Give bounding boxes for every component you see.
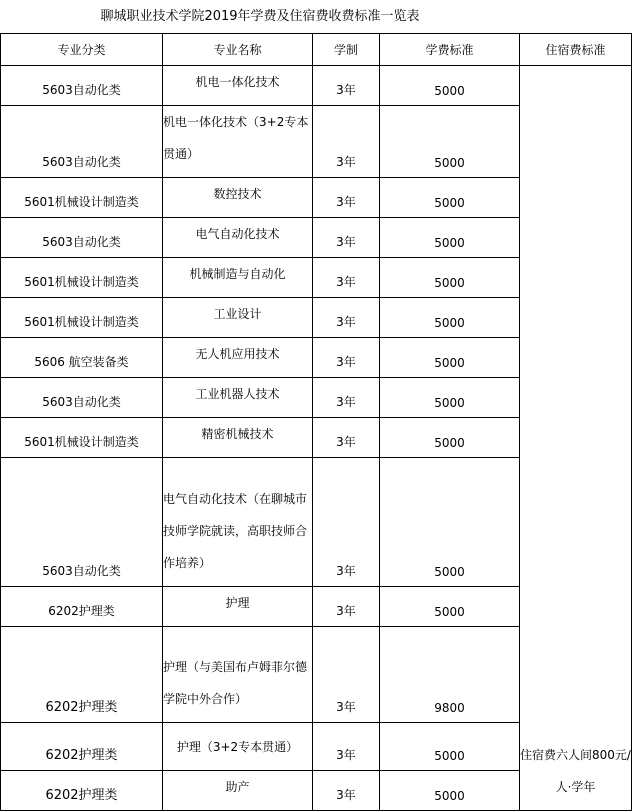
duration-cell: 3年: [313, 378, 380, 418]
tuition-cell: 5000: [380, 418, 520, 458]
category-cell: 5601机械设计制造类: [1, 418, 163, 458]
duration-cell: 3年: [313, 106, 380, 178]
header-dorm: 住宿费标准: [520, 34, 632, 66]
major-cell: 工业机器人技术: [163, 378, 313, 418]
tuition-cell: 5000: [380, 723, 520, 771]
duration-cell: 3年: [313, 723, 380, 771]
category-cell: 5603自动化类: [1, 458, 163, 587]
category-cell: 6202护理类: [1, 771, 163, 811]
duration-cell: 3年: [313, 771, 380, 811]
major-cell: 机电一体化技术（3+2专本贯通）: [163, 106, 313, 178]
major-cell: 数控技术: [163, 178, 313, 218]
header-category: 专业分类: [1, 34, 163, 66]
duration-cell: 3年: [313, 418, 380, 458]
category-cell: 5601机械设计制造类: [1, 178, 163, 218]
duration-cell: 3年: [313, 66, 380, 106]
category-cell: 5603自动化类: [1, 106, 163, 178]
duration-cell: 3年: [313, 298, 380, 338]
page-title: 聊城职业技术学院2019年学费及住宿费收费标准一览表: [100, 9, 420, 24]
major-cell: 无人机应用技术: [163, 338, 313, 378]
major-cell: 护理（与美国布卢姆菲尔德学院中外合作）: [163, 627, 313, 723]
tuition-cell: 5000: [380, 771, 520, 811]
header-row: [1, 34, 632, 66]
duration-cell: 3年: [313, 178, 380, 218]
duration-cell: 3年: [313, 458, 380, 587]
category-cell: 5603自动化类: [1, 378, 163, 418]
category-cell: 5606 航空装备类: [1, 338, 163, 378]
duration-cell: 3年: [313, 258, 380, 298]
tuition-cell: 5000: [380, 178, 520, 218]
duration-cell: 3年: [313, 338, 380, 378]
category-cell: 5603自动化类: [1, 218, 163, 258]
major-cell: 助产: [163, 771, 313, 811]
major-cell: 护理（3+2专本贯通）: [163, 723, 313, 771]
tuition-cell: 5000: [380, 298, 520, 338]
tuition-cell: 5000: [380, 106, 520, 178]
header-major: 专业名称: [163, 34, 313, 66]
dorm-fee-cell: 住宿费六人间800元/人·学年: [520, 66, 632, 811]
category-cell: 5601机械设计制造类: [1, 258, 163, 298]
major-cell: 电气自动化技术（在聊城市技师学院就读，高职技师合作培养）: [163, 458, 313, 587]
major-cell: 护理: [163, 587, 313, 627]
tuition-cell: 5000: [380, 378, 520, 418]
category-cell: 5603自动化类: [1, 66, 163, 106]
category-cell: 6202护理类: [1, 723, 163, 771]
major-cell: 精密机械技术: [163, 418, 313, 458]
duration-cell: 3年: [313, 218, 380, 258]
major-cell: 机械制造与自动化: [163, 258, 313, 298]
tuition-cell: 5000: [380, 218, 520, 258]
table-row: [1, 66, 632, 106]
major-cell: 电气自动化技术: [163, 218, 313, 258]
duration-cell: 3年: [313, 587, 380, 627]
duration-cell: 3年: [313, 627, 380, 723]
header-duration: 学制: [313, 34, 380, 66]
major-cell: 工业设计: [163, 298, 313, 338]
tuition-cell: 9800: [380, 627, 520, 723]
major-cell: 机电一体化技术: [163, 66, 313, 106]
header-tuition: 学费标准: [380, 34, 520, 66]
category-cell: 6202护理类: [1, 627, 163, 723]
tuition-cell: 5000: [380, 66, 520, 106]
fee-table: [0, 33, 632, 811]
category-cell: 6202护理类: [1, 587, 163, 627]
tuition-cell: 5000: [380, 338, 520, 378]
tuition-cell: 5000: [380, 458, 520, 587]
tuition-cell: 5000: [380, 258, 520, 298]
category-cell: 5601机械设计制造类: [1, 298, 163, 338]
tuition-cell: 5000: [380, 587, 520, 627]
